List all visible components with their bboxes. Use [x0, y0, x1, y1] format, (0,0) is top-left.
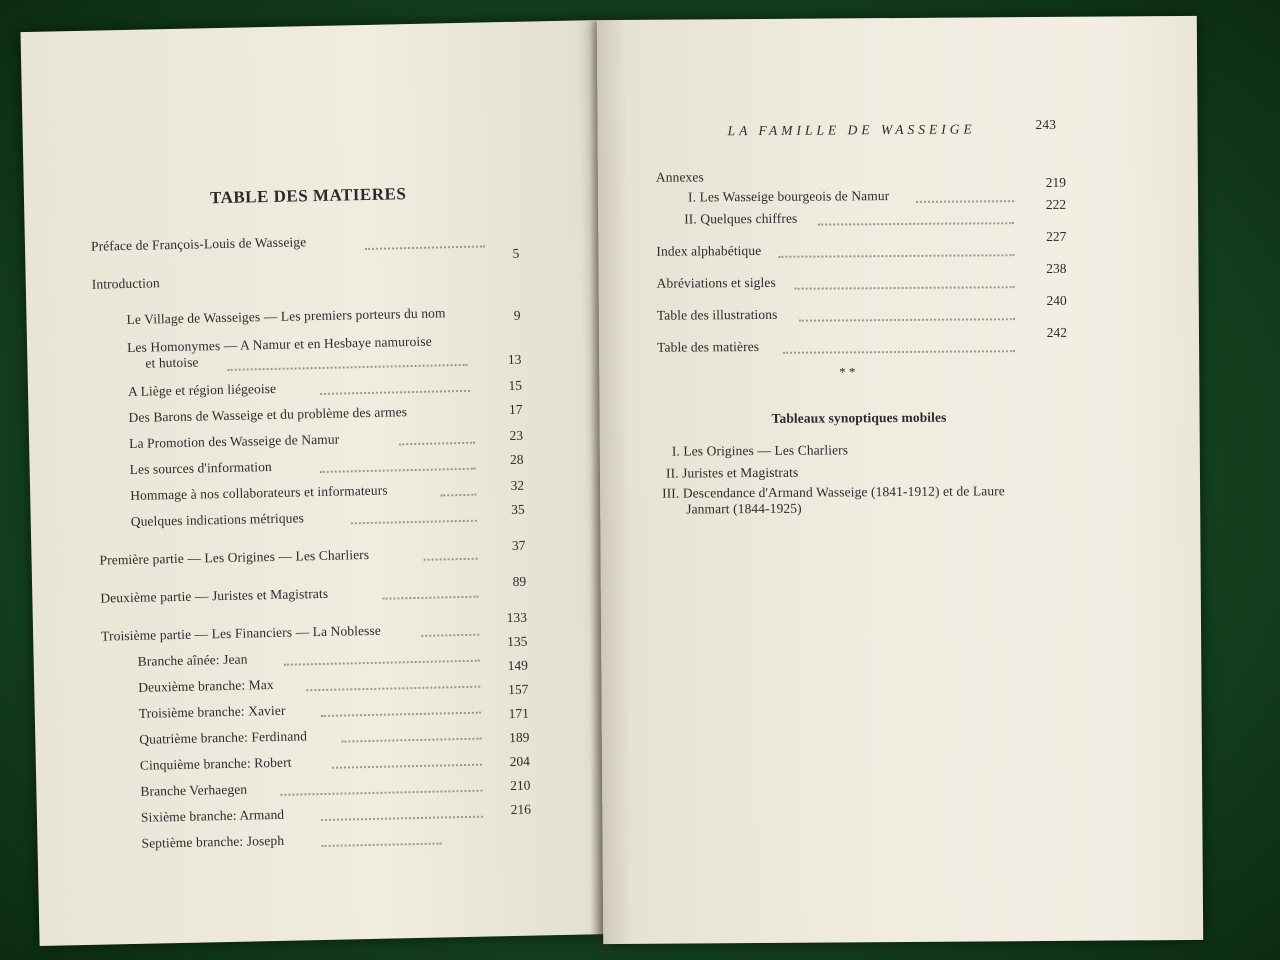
toc-entry-annexes: Annexes	[655, 169, 704, 185]
toc-page-number: 242	[1046, 324, 1068, 340]
toc-entry-continuation: et hutoise	[145, 354, 199, 371]
left-page	[20, 20, 617, 946]
leader-dots	[421, 633, 479, 637]
toc-entry: Quelques indications métriques	[130, 510, 305, 529]
leader-dots	[818, 221, 1014, 225]
leader-dots	[783, 349, 1015, 354]
toc-entry: Table des matières	[657, 338, 760, 355]
toc-entry-branch: Troisième branche: Xavier	[138, 702, 286, 721]
leader-dots	[351, 519, 477, 525]
page-number: 243	[1035, 116, 1057, 133]
synoptic-item-continuation: Janmart (1844-1925)	[686, 500, 802, 517]
leader-dots	[424, 557, 478, 561]
leader-dots	[322, 842, 442, 848]
toc-page-number: 149	[507, 657, 529, 674]
leader-dots	[341, 737, 481, 743]
synoptic-item: III. Descendance d'Armand Wasseige (1841-1912) et de Laure	[662, 483, 1005, 501]
leader-dots	[280, 789, 482, 796]
page-title: TABLE DES MATIERES	[209, 184, 407, 208]
section-stars: * *	[839, 364, 856, 380]
toc-entry: A Liège et région liégeoise	[127, 380, 277, 399]
leader-dots	[320, 389, 470, 395]
toc-page-number: 204	[509, 753, 531, 770]
toc-page-number: 9	[513, 307, 521, 323]
leader-dots	[306, 685, 480, 692]
toc-entry-part-3: Troisième partie — Les Financiers — La Noblesse	[101, 622, 382, 644]
leader-dots	[332, 763, 482, 769]
toc-page-number: 28	[509, 451, 524, 467]
leader-dots	[916, 199, 1014, 203]
synoptic-item: II. Juristes et Magistrats	[665, 464, 799, 481]
toc-page-number: 23	[509, 427, 524, 443]
toc-page-number: 135	[506, 633, 528, 650]
toc-page-number: 35	[510, 501, 525, 517]
toc-entry-introduction: Introduction	[91, 275, 160, 292]
toc-entry: Le Village de Wasseiges — Les premiers porteurs du nom	[126, 305, 446, 327]
leader-dots	[399, 441, 475, 446]
toc-page-number: 227	[1046, 228, 1067, 244]
toc-page-number: 89	[512, 573, 527, 589]
toc-page-number: 219	[1045, 174, 1066, 190]
toc-entry: Hommage à nos collaborateurs et informateurs	[130, 482, 388, 503]
toc-entry: Abréviations et sigles	[656, 274, 776, 291]
leader-dots	[440, 493, 476, 497]
toc-entry-branch: Sixième branche: Armand	[140, 806, 285, 825]
toc-entry-preface: Préface de François-Louis de Wasseige	[90, 234, 307, 254]
toc-entry-branch: Deuxième branche: Max	[138, 676, 274, 695]
synoptic-item: I. Les Origines — Les Charliers	[671, 442, 849, 459]
toc-entry: I. Les Wasseige bourgeois de Namur	[687, 188, 890, 205]
toc-page-number: 189	[508, 729, 530, 746]
synoptic-title: Tableaux synoptiques mobiles	[771, 409, 947, 426]
toc-page-number: 37	[511, 537, 526, 553]
toc-entry: II. Quelques chiffres	[684, 210, 798, 227]
toc-page-number: 32	[510, 477, 525, 493]
toc-entry-branch: Cinquième branche: Robert	[139, 754, 292, 773]
toc-page-number: 240	[1046, 292, 1067, 308]
toc-page-number: 17	[508, 401, 523, 418]
leader-dots	[228, 363, 468, 371]
toc-page-number: 5	[512, 245, 520, 261]
leader-dots	[795, 285, 1015, 290]
toc-entry-part-1: Première partie — Les Origines — Les Charliers	[99, 546, 370, 568]
leader-dots	[320, 467, 476, 473]
right-page	[597, 16, 1203, 944]
toc-page-number: 171	[508, 705, 530, 722]
toc-entry: Des Barons de Wasseige et du problème des armes	[128, 404, 408, 425]
leader-dots	[284, 659, 480, 666]
leader-dots	[365, 244, 485, 250]
toc-page-number: 222	[1045, 196, 1067, 212]
toc-page-number: 133	[506, 609, 528, 626]
toc-page-number: 216	[510, 801, 532, 818]
running-head: LA FAMILLE DE WASSEIGE	[727, 121, 976, 139]
leader-dots	[799, 317, 1015, 322]
leader-dots	[321, 711, 481, 717]
toc-entry-branch: Branche aînée: Jean	[137, 651, 248, 669]
toc-entry-branch: Branche Verhaegen	[140, 781, 248, 799]
toc-entry-branch: Septième branche: Joseph	[141, 832, 285, 851]
toc-page-number: 13	[507, 351, 522, 368]
leader-dots	[382, 595, 478, 600]
toc-entry-part-2: Deuxième partie — Juristes et Magistrats	[100, 585, 329, 606]
toc-page-number: 238	[1046, 260, 1067, 276]
leader-dots	[778, 253, 1014, 258]
toc-entry: Les Homonymes — A Namur et en Hesbaye namuroise	[126, 333, 432, 355]
toc-entry: Index alphabétique	[656, 242, 762, 259]
toc-page-number: 15	[508, 377, 523, 394]
toc-page-number: 210	[509, 777, 531, 794]
toc-entry: Table des illustrations	[656, 306, 778, 323]
toc-entry: La Promotion des Wasseige de Namur	[128, 431, 340, 451]
toc-entry: Les sources d'information	[129, 458, 272, 477]
toc-page-number: 157	[507, 681, 529, 698]
toc-entry-branch: Quatrième branche: Ferdinand	[139, 728, 308, 747]
leader-dots	[321, 815, 483, 821]
